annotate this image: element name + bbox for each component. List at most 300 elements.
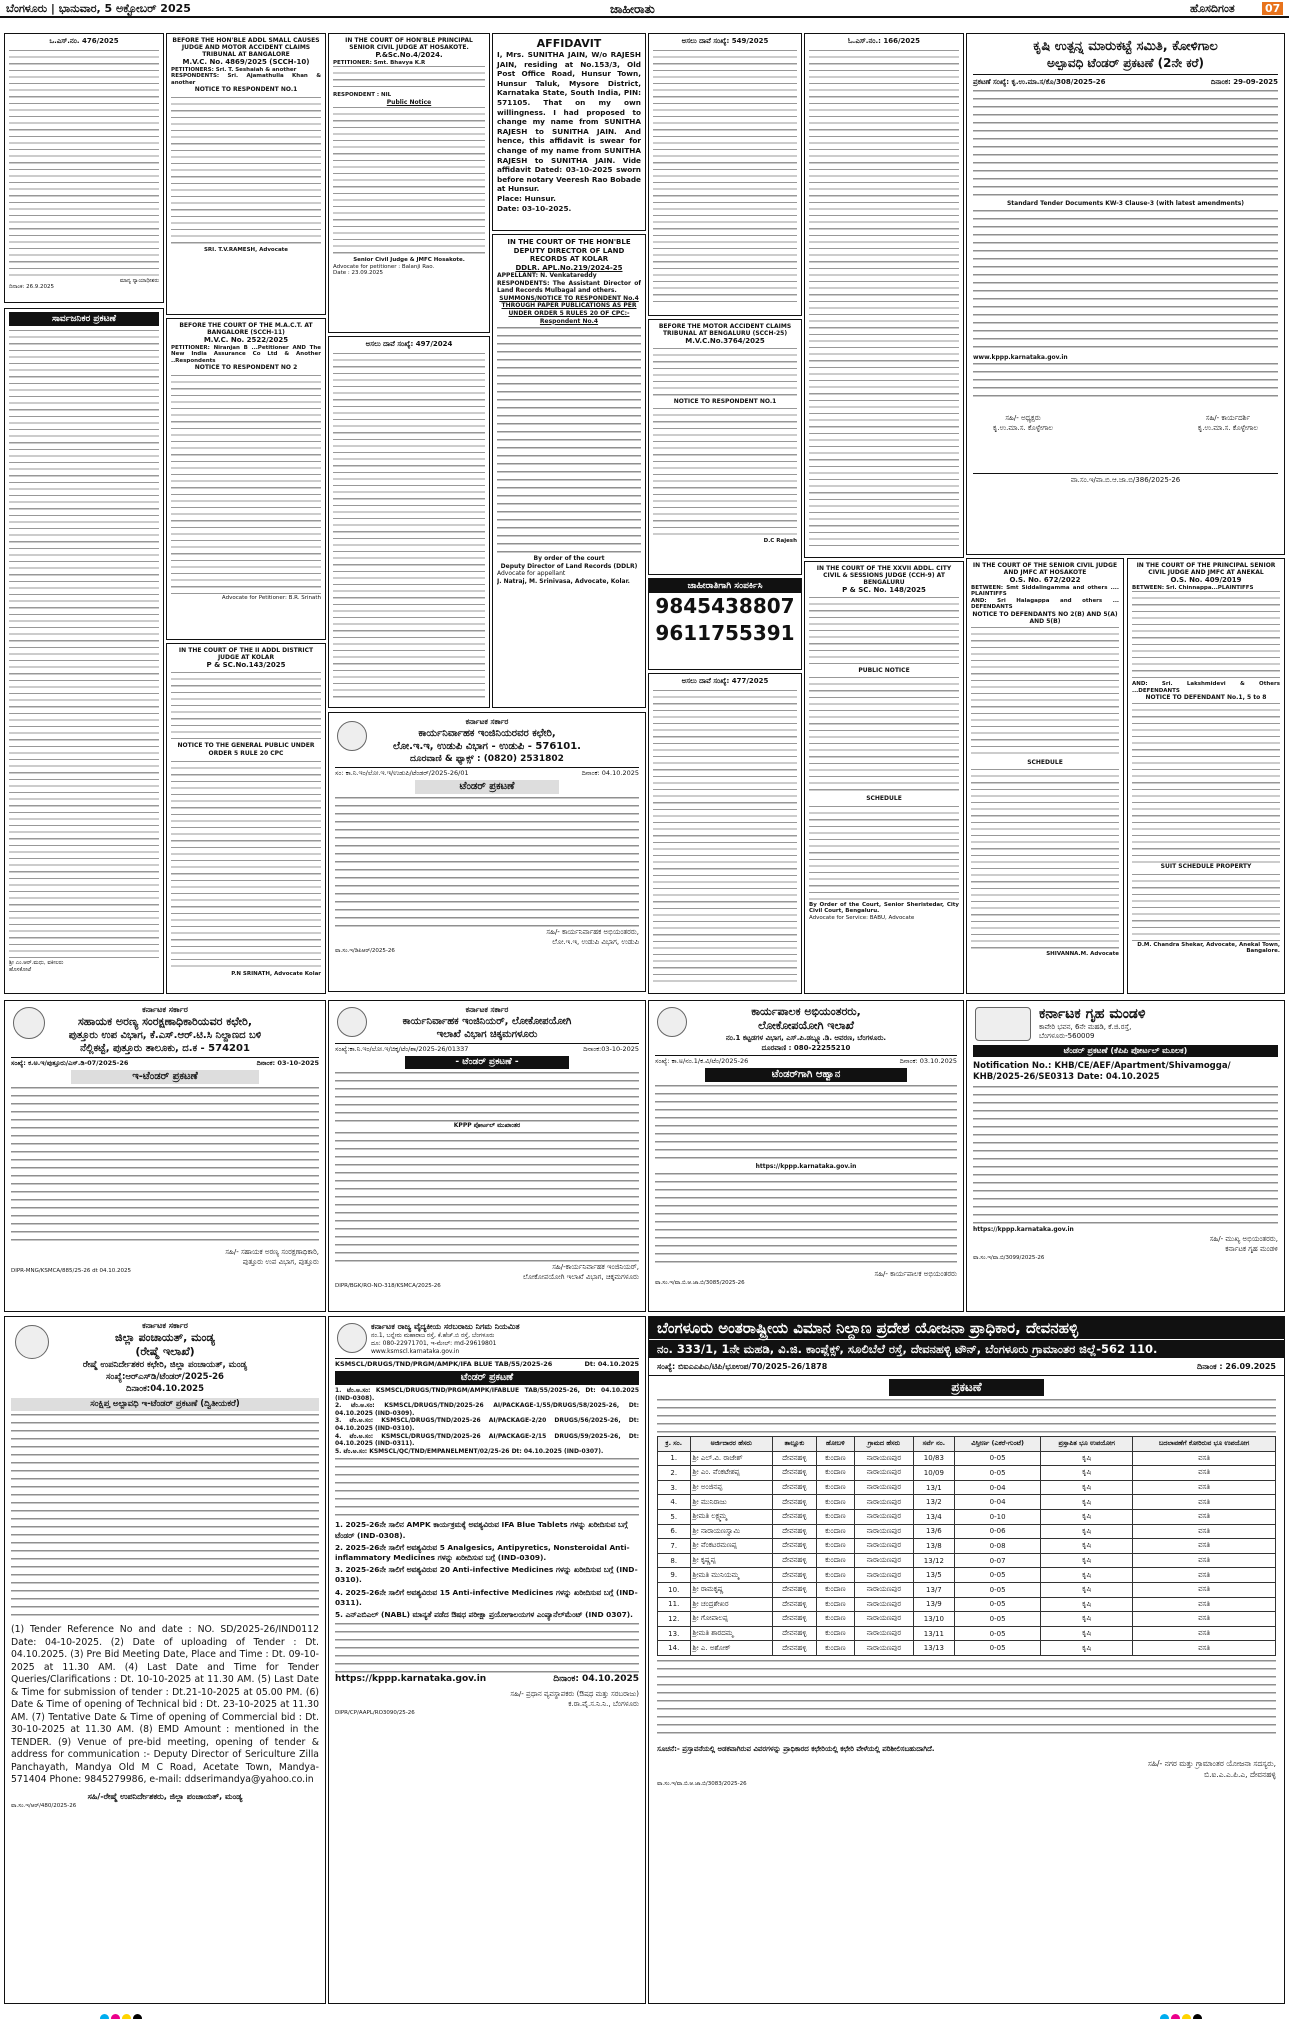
os409-case-no: O.S. No. 409/2019: [1170, 576, 1242, 584]
biaapa-column-header: ತಾಲ್ಲೂಕು: [773, 1437, 817, 1452]
os409-notice-heading: NOTICE TO DEFENDANT No.1, 5 to 8: [1145, 694, 1267, 702]
biaapa-bar: ಪ್ರಕಟಣೆ: [889, 1379, 1044, 1396]
puttur-ref: ಸಂಖ್ಯೆ: ಕ.ಅ.ಇ/ಪುತ್ತೂರು/ಎಸ್.ಡಿ-07/2025-26: [11, 1059, 129, 1067]
table-row: [658, 1626, 1276, 1641]
mvc-4869-notice: [166, 33, 326, 315]
table-cell: 0-05: [954, 1626, 1040, 1641]
table-cell: ಕುಂದಾಣ: [816, 1568, 854, 1583]
khb-bar: ಟೆಂಡರ್ ಪ್ರಕಟಣೆ (ಕೆಪಿಪಿ ಪೋರ್ಟಲ್ ಮೂಲಕ): [973, 1045, 1278, 1057]
table-cell: ಶ್ರೀ ಎ. ಅಶೋಕ್: [690, 1641, 773, 1656]
kannada-os-477-notice: [648, 673, 802, 994]
table-cell: ನಾರಾಯಣಪುರ: [854, 1597, 913, 1612]
ksmscl-ref-date: Dt: 04.10.2025: [584, 1360, 639, 1368]
os409-suit-heading: SUIT SCHEDULE PROPERTY: [1160, 863, 1252, 871]
table-cell: 0-05: [954, 1568, 1040, 1583]
registration-marks-right: [1160, 2008, 1204, 2019]
table-row: [658, 1509, 1276, 1524]
table-cell: ದೇವನಹಳ್ಳಿ: [773, 1509, 817, 1524]
reg-dot-yellow: [1182, 2014, 1191, 2019]
pwd-office-2: ಲೋಕೋಪಯೋಗಿ ಇಲಾಖೆ: [758, 1019, 854, 1032]
khb-city: ಬೆಂಗಳೂರು-560009: [1039, 1032, 1095, 1040]
ksmscl-footer: DIPR/CP/AAPL/RO3090/25-26: [335, 1710, 415, 1717]
puttur-date: ದಿನಾಂಕ: 03-10-2025: [256, 1059, 319, 1067]
puttur-ref-row: [11, 1057, 319, 1068]
biaapa-column-header: ಸರ್ವೆ ನಂ.: [913, 1437, 954, 1452]
chikka-ref-row: [335, 1043, 639, 1054]
udupi-body: [335, 797, 639, 927]
pwd-date: ದಿನಾಂಕ: 03.10.2025: [899, 1057, 957, 1065]
ddlr-order: By order of the court: [533, 555, 605, 563]
puttur-bar: ಇ-ಟೆಂಡರ್ ಪ್ರಕಟಣೆ: [71, 1070, 259, 1084]
pwd-body-1: [655, 1085, 957, 1163]
krishi-website: www.kppp.karnataka.gov.in: [973, 353, 1068, 361]
mvc3764-body: [653, 408, 797, 538]
notice-a-body: [9, 50, 159, 278]
krishi-sign-right-title: ಸಹಿ/- ಕಾರ್ಯದರ್ಶಿ: [1205, 414, 1251, 423]
ksmscl-tender-item: 2. 2025-26ನೇ ಸಾಲಿಗೆ ಅವಶ್ಯವಿರುವ 5 Analgesics, Antipyretics, Nonsteroidal Anti-inflammatory Medicines ಗಳನ್ನು ಖರೀದಿಸುವ ಬಗ್ಗೆ (IND-0309).: [335, 1542, 630, 1562]
ksmscl-tender-item: 3. 2025-26ನೇ ಸಾಲಿಗೆ ಅವಶ್ಯವಿರುವ 20 Anti-infective Medicines ಗಳನ್ನು ಖರೀದಿಸುವ ಬಗ್ಗೆ (IND-0310).: [335, 1565, 638, 1585]
table-cell: 10/09: [913, 1466, 954, 1481]
os409-body: [1132, 703, 1280, 863]
krishi-sign-right: [1198, 413, 1258, 433]
psc143-notice-heading: NOTICE TO THE GENERAL PUBLIC UNDER ORDER 5 RULE 20 CPC: [177, 741, 315, 757]
table-cell: ಶ್ರೀಮತಿ ಮುನಿಯಮ್ಮ: [690, 1568, 773, 1583]
krishi-subtitle: ಅಲ್ಪಾವಧಿ ಟೆಂಡರ್ ಪ್ರಕಟಣೆ (2ನೇ ಕರೆ): [1047, 56, 1204, 70]
puttur-office: ಸಹಾಯಕ ಅರಣ್ಯ ಸಂರಕ್ಷಣಾಧಿಕಾರಿಯವರ ಕಛೇರಿ,: [77, 1015, 253, 1028]
table-cell: ದೇವನಹಳ್ಳಿ: [773, 1612, 817, 1627]
table-cell: ಶ್ರೀಮತಿ ಶಾರದಮ್ಮ: [690, 1626, 773, 1641]
table-cell: ಕುಂದಾಣ: [816, 1495, 854, 1510]
ksmscl-sign: ಸಹಿ/- ಪ್ರಧಾನ ವ್ಯವಸ್ಥಾಪಕರು (ಔಷಧ ಮತ್ತು ಸರಬರಾಜು): [510, 1690, 639, 1699]
psc143-case-no: P & SC.No.143/2025: [206, 661, 286, 669]
puttur-gov: ಕರ್ನಾಟಕ ಸರ್ಕಾರ: [142, 1005, 188, 1014]
affidavit-body: I, Mrs. SUNITHA JAIN, W/o RAJESH JAIN, residing at No.153/3, Old Post Office Road, Hunsur Town, Hunsur Taluk, Mysore District, Karnataka State, South India, PIN: 571105. That on my own willingness. I had proposed to change my name from SUNITHA RAJESH to SUNITHA JAIN. And hence, this affidavit is swear for change of my name from SUNITHA RAJESH to SUNITHA JAIN. Vide affidavit Dated: 03-10-2025 sworn before notary Veeresh Rao Bobade at Hunsur.: [497, 50, 641, 194]
ksmscl-address: ನಂ.1, ಬನ್ನೇರು ಮಹಾರಾಜ ರಸ್ತೆ, ಕೆ.ಹೆಚ್.ಬಿ ರಸ್ತೆ, ಬೆಂಗಳೂರು: [371, 1332, 495, 1339]
psc148-schedule-body: [809, 806, 959, 902]
table-cell: ಕೃಷಿ: [1041, 1509, 1133, 1524]
table-cell: ದೇವನಹಳ್ಳಿ: [773, 1466, 817, 1481]
table-cell: ನಾರಾಯಣಪುರ: [854, 1524, 913, 1539]
table-cell: ಕುಂದಾಣ: [816, 1553, 854, 1568]
table-cell: ವಸತಿ: [1133, 1568, 1276, 1583]
psc143-parties: [171, 672, 321, 742]
ddlr-advocate-label: Advocate for appellant: [497, 570, 566, 578]
table-cell: ವಸತಿ: [1133, 1495, 1276, 1510]
table-cell: 0-04: [954, 1495, 1040, 1510]
header-brand: ಹೊಸದಿಗಂತ: [1190, 2, 1235, 15]
mvc3764-sign: D.C Rajesh: [763, 538, 797, 544]
ksmscl-tender: [328, 1316, 646, 2004]
table-cell: ನಾರಾಯಣಪುರ: [854, 1582, 913, 1597]
krishi-sign-left: [993, 413, 1053, 433]
ddlr-body: [497, 327, 641, 555]
reg-dot-cyan: [1160, 2014, 1169, 2019]
mvc2-case-no: M.V.C. No. 2522/2025: [203, 336, 289, 344]
biaapa-sign: ಸಹಿ/- ನಗರ ಮತ್ತು ಗ್ರಾಮಾಂತರ ಯೋಜನಾ ಸದಸ್ಯರು,: [1147, 1758, 1276, 1768]
chikka-footer: DIPR/BGK/RO-NO-318/KSMCA/2025-26: [335, 1282, 441, 1289]
reg-dot-black: [1193, 2014, 1202, 2019]
table-cell: ನಾರಾಯಣಪುರ: [854, 1539, 913, 1554]
os166-case-no: ಓ.ಎಸ್.ನಂ.: 166/2025: [847, 37, 921, 45]
os409-and: AND: Sri. Lakshmidevi & Others ...DEFENDANTS: [1132, 681, 1280, 694]
ksmscl-ref-item: 4. ಟೆಂ.ಅ.ಸಂ: KSMSCL/DRUGS/TND/2025-26 AI/PACKAGE-2/15 DRUGS/59/2025-26, Dt: 04.10.2025 (IND-0311).: [335, 1432, 639, 1448]
krishi-ref-row: [973, 74, 1278, 87]
ddlr-sign: Deputy Director of Land Records (DDLR): [500, 562, 638, 570]
mvc2-court: BEFORE THE COURT OF THE M.A.C.T. AT BANGALORE (SCCH-11): [179, 322, 313, 336]
psc143-body: [171, 761, 321, 971]
os672-sign: SHIVANNA.M. Advocate: [1046, 951, 1119, 958]
hoskote-case-no: P.&Sc.No.4/2024.: [375, 51, 443, 59]
psc148-court: IN THE COURT OF THE XXVII ADDL. CITY CIVIL & SESSIONS JUDGE (CCH-9) AT BENGALURU: [816, 565, 952, 586]
chikka-office: ಕಾರ್ಯನಿರ್ವಾಹಕ ಇಂಜಿನಿಯರ್, ಲೋಕೋಪಯೋಗಿ: [402, 1016, 572, 1027]
table-row: [658, 1582, 1276, 1597]
mandya-body: [11, 1414, 319, 1620]
kannada-os-549-notice: [648, 33, 802, 316]
header-dateline: ಬೆಂಗಳೂರು | ಭಾನುವಾರ, 5 ಅಕ್ಟೋಬರ್ 2025: [6, 2, 191, 15]
khb-sign: ಸಹಿ/- ಮುಖ್ಯ ಅಭಿಯಂತರರು,: [1209, 1234, 1278, 1243]
table-cell: ಕೃಷಿ: [1041, 1553, 1133, 1568]
mvc1-case-no: M.V.C. No. 4869/2025 (SCCH-10): [182, 58, 310, 66]
header-page-number: 07: [1262, 2, 1283, 15]
udupi-bar: ಟೆಂಡರ್ ಪ್ರಕಟಣೆ: [415, 780, 559, 794]
biaapa-table-wrap: [649, 1436, 1284, 1656]
os549-case-no: ಅಸಲು ದಾವೆ ಸಂಖ್ಯೆ: 549/2025: [681, 37, 769, 45]
karnataka-emblem-icon: [13, 1007, 45, 1039]
affidavit-date: Date: 03-10-2025.: [497, 203, 572, 213]
table-cell: ದೇವನಹಳ್ಳಿ: [773, 1568, 817, 1583]
table-cell: ನಾರಾಯಣಪುರ: [854, 1466, 913, 1481]
table-cell: ಶ್ರೀ ಗೋಪಾಲಪ್ಪ: [690, 1612, 773, 1627]
table-cell: ನಾರಾಯಣಪುರ: [854, 1641, 913, 1656]
hoskote-date: Date : 23.09.2025: [333, 270, 383, 277]
table-cell: 0-07: [954, 1553, 1040, 1568]
ksmscl-body-2: [335, 1623, 639, 1673]
chikka-sign-2: ಲೋಕೋಪಯೋಗಿ ಇಲಾಖೆ ವಿಭಾಗ, ಚಿಕ್ಕಮಗಳೂರು: [522, 1272, 639, 1281]
puttur-sign: ಸಹಿ/- ಸಹಾಯಕ ಅರಣ್ಯ ಸಂರಕ್ಷಣಾಧಿಕಾರಿ,: [225, 1248, 319, 1256]
os409-between: BETWEEN: Sri. Chinnappa...PLAINTIFFS: [1132, 584, 1254, 591]
ksmscl-tender-item: 4. 2025-26ನೇ ಸಾಲಿಗೆ ಅವಶ್ಯವಿರುವ 15 Anti-infective Medicines ಗಳನ್ನು ಖರೀದಿಸುವ ಬಗ್ಗೆ (IND-0311).: [335, 1587, 638, 1607]
table-cell: ಕೃಷಿ: [1041, 1568, 1133, 1583]
table-cell: ನಾರಾಯಣಪುರ: [854, 1626, 913, 1641]
biaapa-address: ನಂ. 333/1, 1ನೇ ಮಹಡಿ, ವಿ.ಜಿ. ಕಾಂಪ್ಲೆಕ್ಸ್, ಸೂಲಿಬೆಲೆ ರಸ್ತೆ, ದೇವನಹಳ್ಳಿ ಟೌನ್, ಬೆಂಗಳೂರು ಗ್ರಾಮಾಂತರ ಜಿಲ್ಲೆ-562 110.: [649, 1339, 1284, 1358]
chikka-office-2: ಇಲಾಖೆ ವಿಭಾಗ ಚಿಕ್ಕಮಗಳೂರು: [436, 1029, 538, 1040]
mvc-3764-notice: [648, 319, 802, 575]
table-cell: 13/1: [913, 1480, 954, 1495]
table-cell: ದೇವನಹಳ್ಳಿ: [773, 1597, 817, 1612]
khb-logo-icon: [975, 1007, 1031, 1041]
table-cell: ಕೃಷಿ: [1041, 1641, 1133, 1656]
mandya-ref: ಸಂಖ್ಯೆ:ಆರ್‌ಎಸ್‌ಡಿ/ಟೆಂಡರ್/2025-26: [106, 1372, 224, 1382]
table-cell: ನಾರಾಯಣಪುರ: [854, 1612, 913, 1627]
table-cell: 4.: [658, 1495, 691, 1510]
udupi-office: ಕಾರ್ಯನಿರ್ವಾಹಕ ಇಂಜಿನಿಯರವರ ಕಛೇರಿ,: [418, 728, 556, 739]
biaapa-title: ಬೆಂಗಳೂರು ಅಂತರಾಷ್ಟ್ರೀಯ ವಿಮಾನ ನಿಲ್ದಾಣ ಪ್ರದೇಶ ಯೋಜನಾ ಪ್ರಾಧಿಕಾರ, ದೇವನಹಳ್ಳಿ: [649, 1317, 1284, 1339]
table-cell: ಕುಂದಾಣ: [816, 1524, 854, 1539]
pwd-sign: ಸಹಿ/- ಕಾರ್ಯಪಾಲಕ ಅಭಿಯಂತರರು: [874, 1269, 957, 1278]
mandya-bar: ಸಂಕ್ಷಿಪ್ತ ಅಲ್ಪಾವಧಿ ಇ-ಟೆಂಡರ್ ಪ್ರಕಟಣೆ (ದ್ವಿತೀಯಕರೆ): [11, 1398, 319, 1411]
psc-148-notice: [804, 561, 964, 994]
hoskote-court: IN THE COURT OF HON'BLE PRINCIPAL SENIOR CIVIL JUDGE AT HOSAKOTE.: [345, 37, 473, 51]
mvc1-respondent: RESPONDENTS: Sri. Ajamathulla Khan & another: [171, 73, 321, 86]
table-cell: 8.: [658, 1553, 691, 1568]
krishi-title: ಕೃಷಿ ಉತ್ಪನ್ನ ಮಾರುಕಟ್ಟೆ ಸಮಿತಿ, ಕೋಳಿಗಾಲ: [1033, 39, 1218, 54]
psc148-parties: [809, 597, 959, 667]
psc148-notice-heading: PUBLIC NOTICE: [858, 666, 910, 674]
os549-body: [653, 50, 797, 305]
table-cell: ಶ್ರೀ ಎಲ್.ವಿ. ರಾಜೇಶ್: [690, 1451, 773, 1466]
pwd-address: ನಂ.1 ಕಟ್ಟಡಗಳ ವಿಭಾಗ, ಎಸ್.ಪಿ.ಡಬ್ಲ್ಯೂ.ಡಿ. ಆವರಣ, ಬೆಂಗಳೂರು.: [725, 1034, 887, 1042]
ddlr-appellant: APPELLANT: N. Venkatareddy: [497, 272, 597, 279]
table-cell: ದೇವನಹಳ್ಳಿ: [773, 1539, 817, 1554]
table-cell: ಶ್ರೀ ನಾರಾಯಣಸ್ವಾಮಿ: [690, 1524, 773, 1539]
table-cell: 12.: [658, 1612, 691, 1627]
biaapa-table: [657, 1436, 1276, 1656]
ksmscl-website: www.ksmscl.karnataka.gov.in: [371, 1348, 460, 1355]
public-notice-col1: [4, 308, 164, 994]
table-cell: 10.: [658, 1582, 691, 1597]
biaapa-footer: ವಾ.ಸಂ.ಇ/ವಾ.ಬಿ.ಆ.ಜಾ.ಬಿ/3083/2025-26: [657, 1780, 747, 1787]
pwd-ref-row: [655, 1055, 957, 1066]
udupi-sign-2: ಲೋ.ಇ.ಇ, ಉಡುಪಿ ವಿಭಾಗ, ಉಡುಪಿ: [552, 938, 639, 946]
udupi-ref-row: [335, 767, 639, 778]
puttur-body: [11, 1087, 319, 1247]
udupi-sign: ಸಹಿ/- ಕಾರ್ಯನಿರ್ವಾಹಕ ಅಭಿಯಂತರರು,: [546, 928, 639, 936]
reg-dot-yellow: [122, 2014, 131, 2019]
ksmscl-date: ದಿನಾಂಕ: 04.10.2025: [553, 1674, 639, 1685]
biaapa-notice: [648, 1316, 1285, 2004]
ksmscl-body-1: [335, 1458, 639, 1518]
table-row: [658, 1480, 1276, 1495]
pwd-phone: ದೂರವಾಣಿ : 080-22255210: [761, 1044, 851, 1052]
pwd-footer: ವಾ.ಸಂ.ಇ/ವಾ.ಬಿ.ಆ.ಜಾ.ಬಿ/3085/2025-26: [655, 1279, 745, 1286]
udupi-address: ಲೋ.ಇ.ಇ, ಉಡುಪಿ ವಿಭಾಗ - ಉಡುಪಿ - 576101.: [393, 741, 581, 752]
mvc1-petitioner: PETITIONERS: Sri. T. Seshaiah & another: [171, 66, 297, 73]
mandya-gov: ಕರ್ನಾಟಕ ಸರ್ಕಾರ: [142, 1321, 188, 1330]
biaapa-column-header: ಪ್ರಸ್ತಾಪಿತ ಭೂ ಉಪಯೋಗ: [1041, 1437, 1133, 1452]
table-cell: 13/4: [913, 1509, 954, 1524]
pwd-website: https://kppp.karnataka.gov.in: [755, 1163, 857, 1170]
kannada-court-notice-a: [4, 33, 164, 303]
karnataka-emblem-icon: [657, 1007, 687, 1037]
table-cell: ಕೃಷಿ: [1041, 1495, 1133, 1510]
table-cell: ನಾರಾಯಣಪುರ: [854, 1451, 913, 1466]
chikka-ref: ಸಂಖ್ಯೆ:ಕಾ.ನಿ.ಇಂ/ಲೋ.ಇ/ಚಿಕ್ಕ/ಟೆಂ/ಶಾ/2025-26/01337: [335, 1045, 469, 1053]
notice-a-sign: ಮಾನ್ಯ ನ್ಯಾಯಾಧೀಶರು: [119, 277, 159, 284]
puttur-address-2: ನೆಲ್ಲಿಕಟ್ಟೆ, ಪುತ್ತೂರು ತಾಲೂಕು, ದ.ಕ - 574201: [80, 1043, 250, 1054]
table-cell: ಕೃಷಿ: [1041, 1597, 1133, 1612]
table-cell: ವಸತಿ: [1133, 1451, 1276, 1466]
table-cell: ಕುಂದಾಣ: [816, 1539, 854, 1554]
krishi-footer: ವಾ.ಸಂ.ಇ/ವಾ.ಬಿ.ಆ.ಜಾ.ಬಿ/386/2025-26: [973, 473, 1278, 485]
biaapa-note: ಸೂಚನೆ:- ಪ್ರಸ್ತಾವನೆಯಲ್ಲಿ ಅಡಕವಾಗಿರುವ ವಿವರಗಳನ್ನು ಪ್ರಾಧಿಕಾರದ ಕಛೇರಿಯಲ್ಲಿ ಕಛೇರಿ ವೇಳೆಯಲ್ಲಿ ಪರಿಶೀಲಿಸಬಹುದಾಗಿದೆ.: [657, 1744, 935, 1753]
table-cell: ವಸತಿ: [1133, 1524, 1276, 1539]
ksmscl-sign-2: ಕ.ರಾ.ವೈ.ಸ.ನಿ.ನಿ., ಬೆಂಗಳೂರು: [568, 1700, 639, 1709]
biaapa-column-header: ಬದಲಾವಣೆಗೆ ಕೋರಿರುವ ಭೂ ಉಪಯೋಗ: [1133, 1437, 1276, 1452]
ad-contact-box: [648, 578, 802, 670]
table-cell: 0-04: [954, 1480, 1040, 1495]
table-cell: ನಾರಾಯಣಪುರ: [854, 1480, 913, 1495]
table-cell: ಕೃಷಿ: [1041, 1612, 1133, 1627]
table-cell: ಕೃಷಿ: [1041, 1524, 1133, 1539]
krishi-sign-right-office: ಕೃ.ಉ.ಮಾ.ಸ. ಕೊಳ್ಳೇಗಾಲ: [1197, 424, 1258, 433]
ksmscl-tender-item: 5. ಎನ್‌ಎಬಿಎಲ್ (NABL) ಮಾನ್ಯತೆ ಪಡೆದ ಔಷಧ ಪರೀಕ್ಷಾ ಪ್ರಯೋಗಾಲಯಗಳ ಎಂಪ್ಯಾನೆಲ್‌ಮೆಂಟ್ (IND 0307).: [335, 1609, 633, 1619]
psc148-order: By Order of the Court, Senior Sheristedar, City Civil Court, Bengaluru.: [809, 901, 959, 915]
puttur-footer: DIPR-MNG/KSMCA/885/25-26 dt 04.10.2025: [11, 1268, 131, 1274]
table-cell: 0-05: [954, 1466, 1040, 1481]
table-cell: ದೇವನಹಳ್ಳಿ: [773, 1451, 817, 1466]
table-cell: ನಾರಾಯಣಪುರ: [854, 1509, 913, 1524]
biaapa-intro: [657, 1399, 1276, 1433]
public-notice-title: ಸಾರ್ವಜನಿಕರ ಪ್ರಕಟಣೆ: [9, 312, 159, 326]
table-cell: ಕೃಷಿ: [1041, 1451, 1133, 1466]
khb-tender: [966, 1000, 1285, 1312]
ksmscl-kppp: https://kppp.karnataka.gov.in: [335, 1674, 487, 1685]
os672-court: IN THE COURT OF THE SENIOR CIVIL JUDGE AND JMFC AT HOSAKOTE: [972, 562, 1118, 576]
mvc-2522-notice: [166, 318, 326, 640]
table-cell: ಶ್ರೀ ಎಂ. ವೆಂಕಟೇಶಪ್ಪ: [690, 1466, 773, 1481]
table-cell: ವಸತಿ: [1133, 1509, 1276, 1524]
ksmscl-ref-row: [335, 1358, 639, 1369]
biaapa-table-body: [658, 1451, 1276, 1655]
mvc2-sign: Advocate for Petitioner: B.R. Srinath: [221, 594, 321, 601]
os409-plaintiffs: [1132, 591, 1280, 681]
os409-court: IN THE COURT OF THE PRINCIPAL SENIOR CIVIL JUDGE AND JMFC AT ANEKAL: [1136, 562, 1276, 576]
khb-sign-2: ಕರ್ನಾಟಕ ಗೃಹ ಮಂಡಳಿ: [1225, 1244, 1278, 1253]
table-cell: 13/9: [913, 1597, 954, 1612]
psc148-advocate: Advocate for Service: BABU, Advocate: [809, 914, 915, 921]
ksmscl-ref-item: 2. ಟೆಂ.ಅ.ಸಂ: KSMSCL/DRUGS/TND/2025-26 AI/PACKAGE-1/55/DRUGS/58/2025-26, Dt: 04.10.2025 (IND-0309).: [335, 1402, 639, 1417]
krishi-body-2: [973, 210, 1278, 354]
table-cell: 13/10: [913, 1612, 954, 1627]
ksmscl-kppp-row: [335, 1673, 639, 1685]
ksmscl-ref-item: 5. ಟೆಂ.ಅ.ಸಂ: KSMSCL/QC/TND/EMPANELMENT/02/25-26 Dt: 04.10.2025 (IND-0307).: [335, 1447, 604, 1455]
anekal-os-409-notice: [1127, 558, 1285, 994]
table-cell: ಕುಂದಾಣ: [816, 1641, 854, 1656]
biaapa-sign-2: ಬಿ.ಐ.ಎ.ಎ.ಪಿ.ಎ, ದೇವನಹಳ್ಳಿ: [1204, 1769, 1276, 1779]
mvc3764-notice-heading: NOTICE TO RESPONDENT NO.1: [673, 397, 777, 405]
table-cell: ದೇವನಹಳ್ಳಿ: [773, 1626, 817, 1641]
biaapa-body-text: [657, 1660, 1276, 1740]
krishi-date: ದಿನಾಂಕ: 29-09-2025: [1210, 78, 1278, 86]
udupi-gov: ಕರ್ನಾಟಕ ಸರ್ಕಾರ: [465, 717, 509, 726]
ad-contact-phone-2: 9611755391: [655, 621, 795, 645]
mvc1-body: [171, 97, 321, 247]
chikka-body-2: [335, 1132, 639, 1262]
os477-body: [653, 690, 797, 985]
table-cell: 13/8: [913, 1539, 954, 1554]
table-cell: ವಸತಿ: [1133, 1466, 1276, 1481]
affidavit-title: AFFIDAVIT: [536, 37, 602, 50]
os672-and: AND: Sri Halagappa and others ... DEFENDANTS: [971, 597, 1119, 611]
krishi-sign-left-office: ಕೃ.ಉ.ಮಾ.ಸ. ಕೊಳ್ಳೇಗಾಲ: [993, 424, 1054, 433]
table-cell: ಶ್ರೀಮತಿ ಲಕ್ಷ್ಮಮ್ಮ: [690, 1509, 773, 1524]
affidavit-place: Place: Hunsur.: [497, 193, 556, 203]
biaapa-column-header: ಗ್ರಾಮದ ಹೆಸರು: [854, 1437, 913, 1452]
table-row: [658, 1597, 1276, 1612]
ad-contact-title: ಜಾಹೀರಾತಿಗಾಗಿ ಸಂಪರ್ಕಿಸಿ: [649, 579, 801, 593]
table-cell: ದೇವನಹಳ್ಳಿ: [773, 1553, 817, 1568]
krishi-body-1: [973, 90, 1278, 200]
ddlr-case-no: DDLR. APL.No.219/2024-25: [515, 263, 623, 272]
chikkamagaluru-pwd-tender: [328, 1000, 646, 1312]
table-cell: 13/11: [913, 1626, 954, 1641]
chikka-sign: ಸಹಿ/-ಕಾರ್ಯನಿರ್ವಾಹಕ ಇಂಜಿನಿಯರ್,: [552, 1262, 639, 1271]
page-header: [0, 0, 1289, 18]
table-cell: ಶ್ರೀ ಅಂಜಿನಪ್ಪ: [690, 1480, 773, 1495]
table-cell: 13/2: [913, 1495, 954, 1510]
khb-body: [973, 1086, 1278, 1226]
table-cell: 0-05: [954, 1582, 1040, 1597]
table-row: [658, 1466, 1276, 1481]
os672-notice-heading: NOTICE TO DEFENDANTS NO 2(B) AND 5(A) AND 5(B): [972, 610, 1118, 625]
table-cell: ವಸತಿ: [1133, 1582, 1276, 1597]
ksmscl-ref-item: 3. ಟೆಂ.ಅ.ಸಂ: KSMSCL/DRUGS/TND/2025-26 AI/PACKAGE-2/20 DRUGS/56/2025-26, Dt: 04.10.2025 (IND-0310).: [335, 1417, 639, 1432]
table-cell: ಶ್ರೀ ಮುನಿರಾಜು: [690, 1495, 773, 1510]
kannada-os-497-notice: [328, 336, 490, 708]
hosakote-os-672-notice: [966, 558, 1124, 994]
table-row: [658, 1641, 1276, 1656]
mvc1-notice-heading: NOTICE TO RESPONDENT NO.1: [194, 86, 298, 94]
ksmscl-phone: ದೂ: 080-22971701, ಇ-ಮೇಲ್: md-29619801: [371, 1340, 497, 1347]
table-cell: 14.: [658, 1641, 691, 1656]
khb-website: https://kppp.karnataka.gov.in: [973, 1226, 1074, 1233]
biaapa-table-header: [658, 1437, 1276, 1452]
table-cell: ದೇವನಹಳ್ಳಿ: [773, 1524, 817, 1539]
psc148-body: [809, 677, 959, 795]
reg-dot-magenta: [1171, 2014, 1180, 2019]
table-cell: 0-05: [954, 1451, 1040, 1466]
table-cell: ವಸತಿ: [1133, 1626, 1276, 1641]
mandya-sericulture-tender: [4, 1316, 326, 2004]
udupi-phone: ದೂರವಾಣಿ & ಫ್ಯಾಕ್ಸ್ : (0820) 2531802: [410, 754, 564, 764]
table-cell: ವಸತಿ: [1133, 1539, 1276, 1554]
table-cell: 0-08: [954, 1539, 1040, 1554]
table-cell: ಶ್ರೀ ಚಂದ್ರಶೇಖರ: [690, 1597, 773, 1612]
ksmscl-item-list: [335, 1520, 639, 1620]
os672-case-no: O.S. No. 672/2022: [1009, 576, 1081, 584]
mvc3764-court: BEFORE THE MOTOR ACCIDENT CLAIMS TRIBUNAL AT BENGALURU (SCCH-25): [658, 323, 792, 337]
ksmscl-ref: KSMSCL/DRUGS/TND/PRGM/AMPK/IFA BLUE TAB/55/2025-26: [335, 1360, 553, 1368]
reg-dot-black: [133, 2014, 142, 2019]
affidavit-notice: [492, 33, 646, 231]
hoskote-respondent: RESPONDENT : NIL: [333, 92, 392, 99]
ddlr-court: IN THE COURT OF THE HON'BLE DEPUTY DIRECTOR OF LAND RECORDS AT KOLAR: [507, 238, 631, 263]
os672-schedule-heading: SCHEDULE: [1027, 758, 1063, 766]
karnataka-emblem-icon: [15, 1325, 49, 1359]
notice-a-date: ದಿನಾಂಕ: 26.9.2025: [9, 284, 55, 291]
os409-suit-body: [1132, 874, 1280, 942]
table-cell: ಕುಂದಾಣ: [816, 1451, 854, 1466]
table-cell: 13/12: [913, 1553, 954, 1568]
mvc2-parties: PETITIONER: Niranjan B ...Petitioner AND The New India Assurance Co Ltd & Another ..Respondents: [171, 344, 321, 364]
notice-a-case-no: ಒ.ಎಸ್.ನಂ. 476/2025: [49, 37, 119, 45]
khb-brand: ಕರ್ನಾಟಕ ಗೃಹ ಮಂಡಳಿ: [1039, 1006, 1146, 1022]
table-cell: ದೇವನಹಳ್ಳಿ: [773, 1480, 817, 1495]
biaapa-ref-row: [649, 1358, 1284, 1376]
reg-dot-cyan: [100, 2014, 109, 2019]
table-row: [658, 1495, 1276, 1510]
udupi-ref: ಸಂ: ಕಾ.ನಿ.ಇಂ/ಲೋ.ಇ.ಇ/ಉಡುಪಿ/ಟೆಂಡರ್/2025-26/01: [335, 769, 469, 777]
krishi-tender-notice: [966, 33, 1285, 555]
ddlr-summons: SUMMONS/NOTICE TO RESPONDENT No.4 THROUGH PAPER PUBLICATIONS AS PER UNDER ORDER 5 RULES 20 OF CPC:- Respondent No.4: [499, 294, 639, 325]
table-cell: ಕುಂದಾಣ: [816, 1597, 854, 1612]
os409-sign: D.M. Chandra Shekar, Advocate, Anekal Town, Bangalore.: [1137, 941, 1280, 955]
pwd-office: ಕಾರ್ಯಪಾಲಕ ಅಭಿಯಂತರರು,: [751, 1005, 861, 1018]
table-cell: ಕುಂದಾಣ: [816, 1582, 854, 1597]
os166-body: [809, 50, 959, 548]
mvc1-sign: SRI. T.V.RAMESH, Advocate: [203, 246, 289, 253]
ddlr-advocate-name: J. Natraj, M. Srinivasa, Advocate, Kolar.: [497, 577, 630, 585]
